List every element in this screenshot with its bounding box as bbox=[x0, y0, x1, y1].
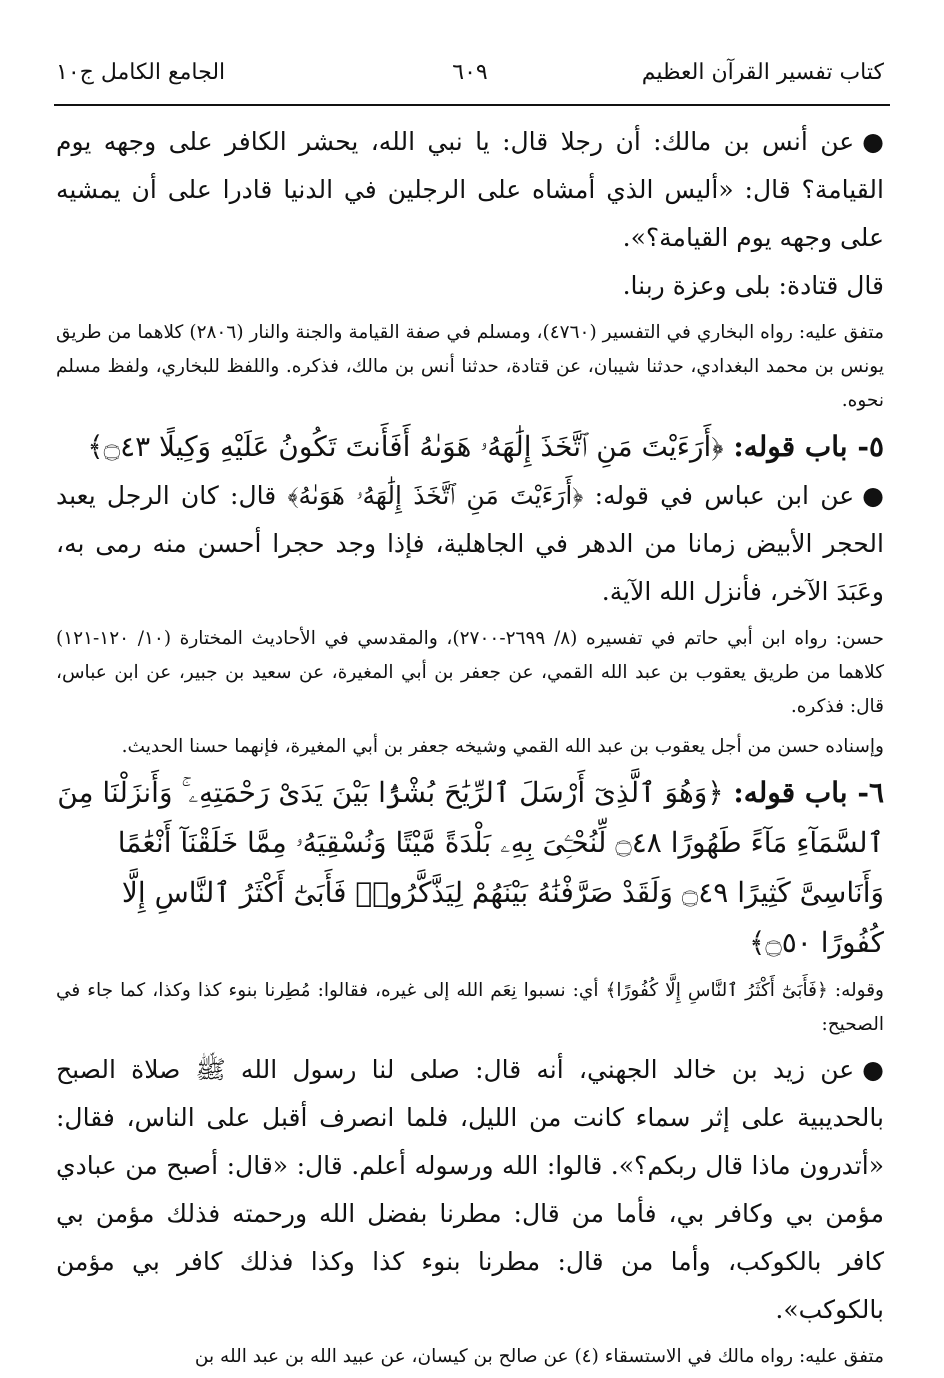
commentary-ayah: ﴿فَأَبَىٰٓ أَكْثَرُ ٱلنَّاسِ إِلَّا كُفُورًا﴾ bbox=[605, 980, 828, 1001]
hadith-zayd bbox=[56, 1046, 884, 1334]
commentary-rest: أي: نسبوا نِعَم الله إلى غيره، فقالوا: مُطِرنا بنوء كذا وكذا، كما جاء في الصحيح: bbox=[56, 980, 884, 1035]
hadith-ibn-abbas-lead: عن ابن عباس في قوله: bbox=[594, 481, 855, 510]
commentary-lead: وقوله: bbox=[834, 980, 884, 1001]
hadith-ibn-abbas-ayah: ﴿أَرَءَيْتَ مَنِ ٱتَّخَذَ إِلَٰهَهُۥ هَوَىٰهُ﴾ bbox=[287, 481, 584, 510]
commentary-note bbox=[56, 974, 884, 1042]
book-title: كتاب تفسير القرآن العظيم bbox=[641, 60, 884, 85]
chapter-5-ayah: ﴿أَرَءَيْتَ مَنِ ٱتَّخَذَ إِلَٰهَهُۥ هَوَىٰهُ أَفَأَنتَ تَكُونُ عَلَيْهِ وَكِيلًا ۝٤٣﴾ bbox=[87, 430, 724, 463]
hadith-zayd-text: عن زيد بن خالد الجهني، أنه قال: صلى لنا رسول الله ﷺ صلاة الصبح بالحديبية على إثر سماء كانت من الليل، فلما انصرف أقبل على الناس، فقال: «أتدرون ماذا قال ربكم؟». قالوا: الله ورسوله أعلم. قال: «قال: أصبح من عبادي مؤمن بي وكافر بي، فأما من قال: مطرنا بفضل الله ورحمته فذلك مؤمن بي كافر بالكوكب، وأما من قال: مطرنا بنوء كذا وكذا فذلك كافر بي مؤمن بالكوكب». bbox=[56, 1055, 884, 1324]
qatada-saying: قال قتادة: بلى وعزة ربنا. bbox=[622, 271, 884, 300]
header-rule bbox=[54, 104, 890, 106]
chapter-6-ayah: ﴿وَهُوَ ٱلَّذِىٓ أَرْسَلَ ٱلرِّيَٰحَ بُشْرًۢا بَيْنَ يَدَىْ رَحْمَتِهِۦ ۚ وَأَنزَلْنَا مِنَ ٱلسَّمَآءِ مَآءً طَهُورًا ۝٤٨ لِّنُحْـِۧىَ بِهِۦ بَلْدَةً مَّيْتًا وَنُسْقِيَهُۥ مِمَّا خَلَقْنَآ أَنْعَٰمًا وَأَنَاسِىَّ كَثِيرًا ۝٤٩ وَلَقَدْ صَرَّفْنَٰهُ بَيْنَهُمْ لِيَذَّكَّرُوا۟ فَأَبَىٰٓ أَكْثَرُ ٱلنَّاسِ إِلَّا كُفُورًا ۝٥٠﴾ bbox=[57, 776, 884, 959]
chapter-6-heading bbox=[56, 768, 884, 968]
chapter-6-label: ٦- باب قوله: bbox=[733, 776, 884, 809]
takhrij-note-4: متفق عليه: رواه مالك في الاستسقاء (٤) عن صالح بن كيسان، عن عبيد الله بن عبد الله بن bbox=[194, 1346, 884, 1367]
bullet-icon: ● bbox=[862, 127, 884, 156]
page-content bbox=[56, 118, 884, 1378]
takhrij-note-1: متفق عليه: رواه البخاري في التفسير (٤٧٦٠)، ومسلم في صفة القيامة والجنة والنار (٢٨٠٦) كلاهما من طريق يونس بن محمد البغدادي، حدثنا شيبان، عن قتادة، حدثنا أنس بن مالك، فذكره. واللفظ للبخاري، ولفظ مسلم نحوه. bbox=[56, 322, 884, 411]
page-number: ٦٠٩ bbox=[452, 60, 488, 85]
hadith-ibn-abbas bbox=[56, 472, 884, 616]
takhrij-note-2: حسن: رواه ابن أبي حاتم في تفسيره (٨/ ٢٦٩٩-٢٧٠٠)، والمقدسي في الأحاديث المختارة (١٠/ ١٢٠-١٢١) كلاهما من طريق يعقوب بن عبد الله القمي، عن جعفر بن أبي المغيرة، عن سعيد بن جبير، عن ابن عباس، قال: فذكره. bbox=[56, 628, 884, 717]
hadith-ibn-abbas-rest: قال: كان الرجل يعبد الحجر الأبيض زمانا من الدهر في الجاهلية، فإذا وجد حجرا أحسن منه رمى به، وعَبَدَ الآخر، فأنزل الله الآية. bbox=[56, 481, 884, 606]
hadith-anas-text: عن أنس بن مالك: أن رجلا قال: يا نبي الله، يحشر الكافر على وجهه يوم القيامة؟ قال: «أليس الذي أمشاه على الرجلين في الدنيا قادرا على أن يمشيه على وجهه يوم القيامة؟». bbox=[56, 127, 884, 252]
chapter-5-heading bbox=[56, 422, 884, 472]
volume-title: الجامع الكامل ج١٠ bbox=[56, 60, 226, 85]
bullet-icon: ● bbox=[862, 1055, 884, 1084]
page-header bbox=[56, 60, 884, 94]
hadith-anas bbox=[56, 118, 884, 262]
bullet-icon: ● bbox=[862, 481, 884, 510]
takhrij-note-3: وإسناده حسن من أجل يعقوب بن عبد الله القمي وشيخه جعفر بن أبي المغيرة، فإنهما حسنا الحديث. bbox=[121, 736, 884, 757]
chapter-5-label: ٥- باب قوله: bbox=[733, 430, 884, 463]
